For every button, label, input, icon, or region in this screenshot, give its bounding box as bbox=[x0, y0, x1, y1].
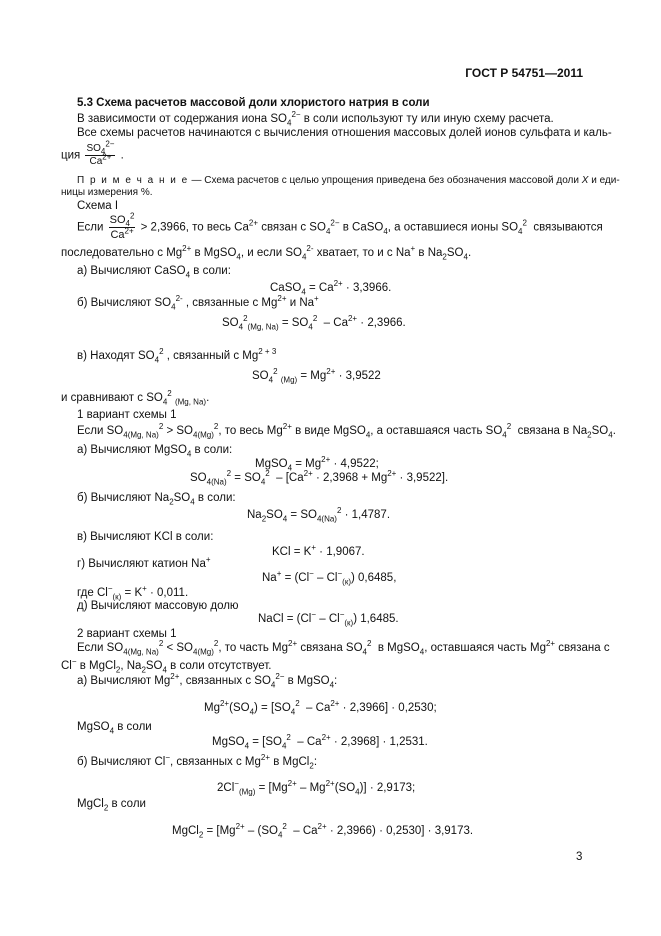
if-word: Если bbox=[77, 221, 104, 234]
eq-so4-mg: $SO_4^2$ $_{(Mg)} = Mg^{2+} \cdot 3,9522$ bbox=[252, 367, 381, 385]
sulfate-calcium-fraction: $\frac{SO_4^{2-}}{Ca^{2+}}$ bbox=[86, 139, 115, 167]
eq-2cl: $2Cl^-_{(Mg)} = [Mg^{2+} - Mg^{2+}(SO_4)] \cdot 2,9173$; bbox=[217, 779, 416, 797]
item-a-caso4: а) Вычисляют CaSO$_4$ в соли: bbox=[77, 265, 231, 280]
eq-mgcl2: MgCl$_2$ = $[Mg^{2+} - (SO_4^2 - Ca^{2+} \cdot 2,3966) \cdot 0,2530] \cdot 3,9173$. bbox=[172, 822, 474, 840]
scheme1-title: Схема I bbox=[77, 200, 119, 212]
mgcl2-label: MgCl$_2$ в соли bbox=[77, 798, 146, 813]
scheme1-continuation: последовательно с $Mg^{2+}$ в MgSO$_4$, и если $SO_4^{2-}$ хватает, то и с Na+ в $Na_2SO_4$. bbox=[61, 244, 472, 262]
variant1-condition: Если $SO_{4(Mg, Na)}^2 > SO_{4(Mg)}^2$, то весь $Mg^{2+}$ в виде MgSO$_4$, а оставшаяся часть $SO_4^2$ связана в $Na_2SO_4$. bbox=[77, 422, 616, 440]
eq-na: $Na^+ = (Cl^- - Cl^-_{(к)})$ 0,6485, bbox=[262, 569, 397, 587]
note-line-1: П р и м е ч а н и е — Схема расчетов с целью упрощения приведена без обозначения массовой доли X и еди- bbox=[77, 175, 620, 186]
eq-so4-mg-na: $SO_4^2_{(Mg, Na)} = SO_4^2 - Ca^{2+} \cdot 2,3966$. bbox=[222, 314, 406, 332]
scheme1-fraction: $\frac{SO_4^2}{Ca^{2+}}$ bbox=[109, 211, 135, 241]
mgso4-label: MgSO$_4$ в соли bbox=[77, 721, 152, 736]
paragraph-2: Все схемы расчетов начинаются с вычисления отношения массовых долей ионов сульфата и каль- bbox=[77, 127, 612, 139]
variant2-condition: Если $SO_{4(Mg, Na)}^2 < SO_{4(Mg)}^2$, то часть $Mg^{2+}$ связана $SO_4^2$ в MgSO$_4$, оставшаяся часть $Mg^{2+}$ связана с bbox=[77, 639, 610, 657]
variant2-condition-2: Cl− в MgCl$_2$, $Na_2SO_4$ в соли отсутствует. bbox=[61, 657, 272, 675]
variant2-item-a: а) Вычисляют $Mg^{2+}$, связанных с $SO_4^{2-}$ в MgSO$_4$: bbox=[77, 672, 338, 690]
eq-na2so4: $Na_2SO_4 = SO_{4(Na)}^2 \cdot 1,4787$. bbox=[247, 506, 391, 524]
section-title: 5.3 Схема расчетов массовой доли хлористого натрия в соли bbox=[77, 97, 430, 109]
variant1-item-b: б) Вычисляют $Na_2SO_4$ в соли: bbox=[77, 492, 236, 507]
eq-caso4: CaSO$_4$ = $Ca^{2+} \cdot 3,3966$. bbox=[270, 279, 392, 297]
item-b-so4: б) Вычисляют $SO_4^{2-}$ , связанные с $Mg^{2+}$ и Na+ bbox=[77, 294, 319, 312]
variant2-title: 2 вариант схемы 1 bbox=[77, 628, 177, 640]
variant1-item-g: г) Вычисляют катион Na+ bbox=[77, 555, 211, 570]
variant1-item-d: д) Вычисляют массовую долю bbox=[77, 600, 239, 612]
compare-line: и сравнивают с $SO_4^2$ $_{(Mg, Na)}$. bbox=[61, 389, 210, 407]
item-v-so4mg: в) Находят $SO_4^2$ , связанный с $Mg^{2 + 3}$ bbox=[77, 347, 277, 365]
document-header: ГОСТ Р 54751—2011 bbox=[465, 66, 583, 80]
eq-nacl: NaCl = $(Cl^- - Cl^-_{(к)})$ 1,6485. bbox=[258, 610, 399, 628]
scheme1-condition: Если $\frac{SO_4^2}{Ca^{2+}}$ > 2,3966, то весь $Ca^{2+}$ связан с $SO_4^{2-}$ в CaSO$_4$, а оставшиеся ионы $SO_4^2$ связываются bbox=[77, 211, 603, 241]
variant1-item-v: в) Вычисляют KCl в соли: bbox=[77, 531, 214, 543]
eq-kcl: KCl = K+ · 1,9067. bbox=[272, 543, 365, 558]
paragraph-1: В зависимости от содержания иона $SO_4^{2-}$ в соли используют ту или иную схему расчета. bbox=[77, 110, 554, 128]
variant2-item-b: б) Вычисляют Cl−, связанных с $Mg^{2+}$ в MgCl$_2$: bbox=[77, 753, 318, 771]
paragraph-3-prefix: ция bbox=[61, 149, 81, 162]
note-line-2: ницы измерения %. bbox=[61, 187, 153, 198]
eq-mgso4-b: MgSO$_4$ = $[SO_4^2 - Ca^{2+} \cdot 2,3968] \cdot 1,2531$. bbox=[212, 733, 428, 751]
paragraph-3: ция $\frac{SO_4^{2-}}{Ca^{2+}}$ . bbox=[61, 139, 124, 167]
variant1-item-a: а) Вычисляют MgSO$_4$ в соли: bbox=[77, 444, 233, 459]
variant1-title: 1 вариант схемы 1 bbox=[77, 409, 177, 421]
eq-so4-na: $SO_{4(Na)}^2 = SO_4^2 - [Ca^{2+} \cdot 2,3968 + Mg^{2+} \cdot 3,9522]$. bbox=[190, 469, 449, 487]
page-number: 3 bbox=[576, 851, 583, 863]
eq-mg-so4-ion: $Mg^{2+}(SO_4) = [SO_4^2 - Ca^{2+} \cdot 2,3966] \cdot 0,2530$; bbox=[204, 699, 437, 717]
where-cl: где $Cl^-_{(к)} = K^+ \cdot 0,011$. bbox=[77, 584, 189, 602]
eq-mgso4: MgSO$_4$ = $Mg^{2+} \cdot 4,9522$; bbox=[255, 455, 379, 473]
